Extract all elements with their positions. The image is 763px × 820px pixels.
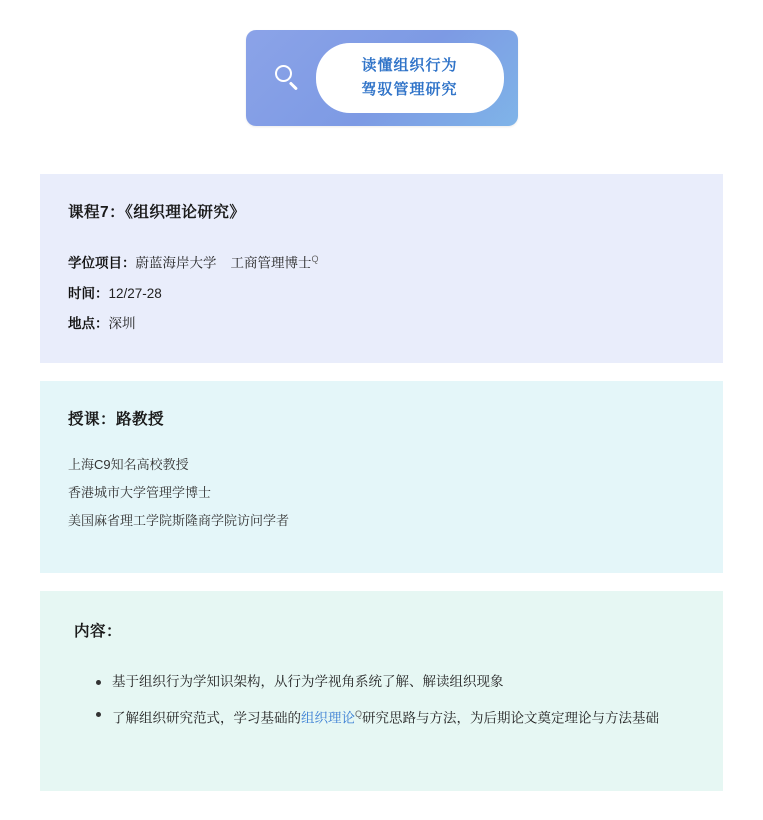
content-title: 内容： xyxy=(74,622,123,640)
list-item xyxy=(96,699,689,734)
meta-label-time: 时间： xyxy=(68,285,109,301)
superscript-mark: Q xyxy=(355,708,363,719)
header-banner xyxy=(246,30,518,126)
content-bullet-list xyxy=(74,667,689,734)
list-item xyxy=(96,667,689,697)
bullet-text: 基于组织行为学知识架构，从行为学视角系统了解、解读组织现象 xyxy=(112,673,504,689)
search-icon xyxy=(260,65,316,91)
superscript-mark: Q xyxy=(311,254,319,264)
teacher-credential: 上海C9知名高校教授 xyxy=(68,456,189,472)
meta-row-time xyxy=(68,279,695,309)
teacher-card xyxy=(40,381,723,573)
meta-label-location: 地点： xyxy=(68,315,109,331)
banner-title-line1: 读懂组织行为 xyxy=(361,57,458,74)
meta-value-time: 12/27-28 xyxy=(108,285,162,301)
course-meta-list xyxy=(68,244,695,339)
meta-value-degree: 工商管理博士 xyxy=(230,255,312,271)
content-card xyxy=(40,591,723,791)
meta-row-program xyxy=(68,244,695,279)
course-title: 课程7：《组织理论研究》 xyxy=(68,204,246,221)
meta-label-program: 学位项目： xyxy=(68,255,136,271)
meta-value-location: 深圳 xyxy=(108,315,136,331)
teacher-credential: 香港城市大学管理学博士 xyxy=(68,484,212,500)
banner-title-pill xyxy=(316,43,504,113)
teacher-credential: 美国麻省理工学院斯隆商学院访问学者 xyxy=(68,512,290,528)
banner-title-line2: 驾驭管理研究 xyxy=(361,81,458,98)
meta-row-location xyxy=(68,309,695,339)
teacher-title: 授课：路教授 xyxy=(68,410,165,428)
bullet-text-after: 研究思路与方法，为后期论文奠定理论与方法基础 xyxy=(362,710,660,725)
bullet-text-before: 了解组织研究范式，学习基础的 xyxy=(112,710,301,725)
course-info-card xyxy=(40,174,723,363)
organization-theory-link[interactable]: 组织理论 xyxy=(301,710,355,725)
banner-wrapper xyxy=(0,0,763,126)
meta-value-university: 蔚蓝海岸大学 xyxy=(135,255,217,271)
teacher-credentials-list xyxy=(68,451,695,535)
